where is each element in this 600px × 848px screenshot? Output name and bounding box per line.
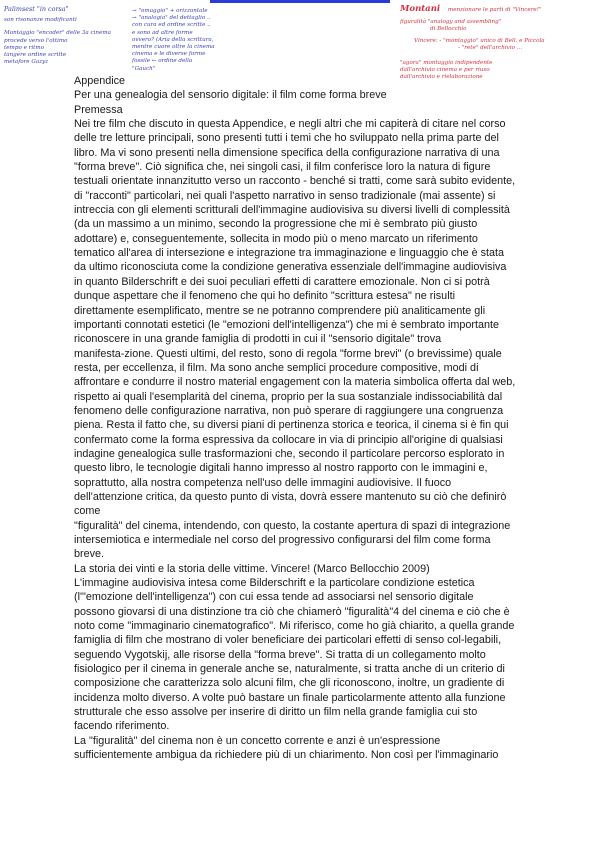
body-line: confermato come la forma espressiva da collocare in via di principio all'origine di qualsiasi [74,433,503,446]
body-line: questo libro, le tecnologie digitali hanno impresso al nostro rapporto con le immagini e, [74,462,488,475]
body-line: manifesta-zione. Questi ultimi, del resto, sono di regola "forme brevi" (o brevissime) quale [74,347,502,360]
body-line: incidenza molto diverso. A volte può bastare un finale particolarmente attento alla funzione [74,691,506,704]
body-line: noto come "immaginario cinematografico". Mi riferisco, come ho già chiarito, a quella grande [74,620,515,633]
body-line: intreccia con gli elementi scritturali dell'immagine audiovisiva su diversi livelli di complessità [74,204,510,217]
body-line: di "racconti" particolari, nei quali l'aspetto narrativo in senso tradizionale (mai assente) si [74,189,496,202]
note-line: Vincere: - "montaggio" unico di Bell. e Piccola [414,37,545,44]
body-line: come [74,505,101,518]
body-line: seguendo Vygotskij, alle risorse della "forma breve". Si tratta di un collegamento molto [74,648,486,661]
body-line: resta, per eccellenza, il film. Ma sono anche semplici procedure compositive, modi di [74,361,479,374]
note-line: fossile ← ordine della [132,58,193,65]
body-line: libro. Ma vi sono presenti nella dimensione specifica della configurazione narrativa di una [74,146,500,159]
note-subtitle: menzionare le parti di "Vincere!" [447,7,542,13]
body-line: (da un massimo a un minimo, secondo la progressione che mi è sembrato più giusto [74,218,478,231]
body-line: strutturale che esso assolve per inserire di diritto un film nella grande famiglia cui sto [74,706,478,719]
note-line: con cura ed ordine scritte .. [132,22,211,29]
note-line: e sono ad altre forme [132,29,193,36]
body-line: L'immagine audiovisiva intesa come Bilderschrift e la particolare condizione estetica [74,577,475,590]
note-line: metafore Gazyz [4,59,49,66]
body-line: rispetto ai quali l'esemplarità del cinema, proprio per la sua sostanziale indissociabilità dal [74,390,503,403]
note-line: procede verso l'ottimo [4,37,68,44]
note-line: tangere ordine scritte [4,52,67,59]
body-line: indagine genealogica sulle trasformazioni che, secondo il particolare percorso esplorato in [74,447,505,460]
note-line: → "omaggio" + orizzontale [132,8,208,14]
body-line: affrontare e condurre il nostro material engagement con la materia simbolica offerta dal web, [74,376,516,389]
note-line: cinema e le diverse forme [132,51,206,58]
note-line: Montaggio "encoder" delle 3a cinema [4,30,111,37]
note-title: Montani [400,4,441,14]
note-line: "Gauch" [132,65,156,72]
top-edge-mark [210,0,390,3]
body-line: La storia dei vinti e la storia delle vittime. Vincere! (Marco Bellocchio 2009) [74,562,430,575]
body-line: Nei tre film che discuto in questa Appendice, e negli altri che mi capiterà di citare nel corso [74,118,506,131]
note-line: - "rete" dell'archivio ... [458,44,523,51]
body-line: breve. [74,548,105,561]
body-line: "figuralità" del cinema, intendendo, con questo, la costante apertura di spazi di integrazione [74,519,511,532]
note-line: mentre cuore oltre la cinema [132,44,215,51]
document-body [74,74,594,763]
body-line: composizione che caratterizza solo alcuni film, che gli riconoscono, inoltre, un gradiente di [74,677,505,690]
note-line: figuralità "analogy and assembling" [400,19,502,26]
handwritten-notes-middle [132,8,312,80]
premise-heading: Premessa [74,103,123,116]
body-line: in quanto Bilderschrift e dei suoi peculiari effetti di carattere emozionale. Non ci si potrà [74,275,490,288]
body-line: tematico all'area di intersezione e integrazione tra immaginazione e linguaggio che è stata [74,247,504,260]
body-line: testuali orientate innanzitutto verso un racconto - benché si tratti, come sarà subito evidente, [74,175,516,188]
body-line: famiglia di film che mostrano di voler beneficiare dei particolari effetti di senso col-legabili, [74,634,502,647]
body-line: facendo riferimento. [74,720,170,733]
note-line: Palimsest "in corsa" [4,5,69,13]
body-line: piena. Resta il fatto che, su diversi piani di pertinenza storica e teorica, il cinema si è fin qui [74,419,509,432]
appendix-heading: Appendice [74,75,126,87]
body-line: dell'attenzione critica, da questo punto di vista, dovrà essere mantenuto su ciò che definirò [74,490,507,503]
body-line: da ultimo riconosciuta come la condizione generativa essenziale dell'immagine audiovisiva [74,261,507,274]
note-line: tempo e ritmo [4,44,45,51]
body-line: adottare) e, conseguentemente, sollecita in modo più o meno marcato un riferimento [74,232,478,245]
note-line: ovvero? (Aria della scrittura, [132,36,214,43]
body-line: possono giovarsi di una distinzione tra ciò che chiamerò "figuralità"4 del cinema e ciò che è [74,605,510,618]
note-line: → "analogia" del dettaglio .. [132,15,211,22]
handwritten-notes-left [4,6,134,76]
appendix-subtitle: Per una genealogia del sensorio digitale: il film come forma breve [74,89,387,102]
body-line: soprattutto, alla nostra competenza nell'uso delle immagini audiovisive. Il fuoco [74,476,452,489]
body-line: importanti connotati estetici (le "emozioni dell'intelligenza") che mi è sembrato importante [74,318,500,331]
body-line: direttamente esemplificato, mentre se ne potranno comprendere più analiticamente gli [74,304,486,317]
body-line: intersemiotica e intermediale nel corso del progressivo configurarsi del film come forma [74,534,491,546]
body-line: delle tre letture principali, sono presenti tutti i temi che ho sviluppato nella prima parte del [74,132,499,145]
body-line: (l'"emozione dell'intelligenza") con cui essa tende ad associarsi nel sensorio digitale [74,591,474,604]
note-line: di Bellocchio [430,26,467,33]
note-line: son risonanze modificanti [4,17,77,24]
note-line: dall'archivio e rielaborazione [400,74,483,81]
body-line: fenomeno delle configurazione narrativa, non può sperare di raggiungere una congruenza [74,404,504,417]
body-line: sufficientemente ambigua da richiedere più di un chiarimento. Non così per l'immaginario [74,749,499,762]
note-line: dall'archivio cinema e per riuso [400,67,490,74]
body-line: "forma breve". Ciò significa che, nei singoli casi, il film conferisce loro la natura di figure [74,161,491,174]
body-line: riconoscere in una grande famiglia di prodotti in cui il "sensorio digitale" trova [74,333,442,346]
body-line: La "figuralità" del cinema non è un concetto corrente e anzi è un'espressione [74,734,441,747]
note-line: "agora" montaggio indipendente [400,60,493,67]
body-line: fisiologico per il cinema in generale anche se, naturalmente, si tratta anche di un criterio di [74,663,505,676]
body-text [74,117,594,762]
body-line: dunque aspettare che il fenomeno che qui ho definito "scrittura estesa" ne risulti [74,290,455,303]
